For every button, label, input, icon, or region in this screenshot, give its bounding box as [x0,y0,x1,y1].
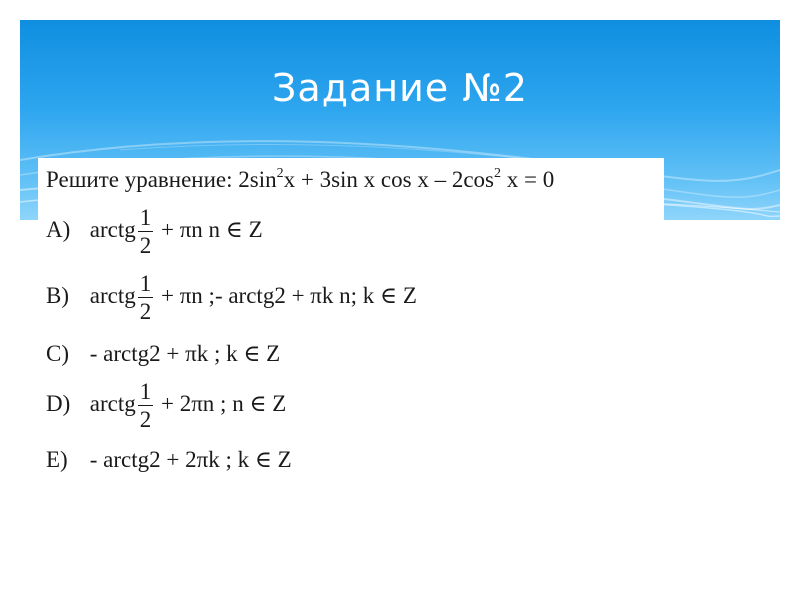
slide-title: Задание №2 [272,66,528,110]
option-letter: E) [46,447,68,472]
option-a[interactable]: A) arctg $\frac{1}{2}$ + πn n ∈ Z [46,205,263,258]
fraction: $\frac{1}{2}$ [139,379,152,432]
option-letter: B) [46,282,69,308]
option-b[interactable]: B) arctg $\frac{1}{2}$ + πn ;- arctg2 + πk n; k ∈ Z [46,271,417,324]
task-prompt: Решите уравнение: [46,167,233,192]
option-d[interactable]: D) arctg $\frac{1}{2}$ + 2πn ; n ∈ Z [46,379,287,432]
option-letter: D) [46,390,71,416]
task-prompt-line [46,168,554,191]
option-letter: A) [46,216,71,242]
option-letter: C) [46,341,69,366]
equation: $2\sin^2x + 3\sin$ x cos x – $2\cos^2$ x = 0 [238,166,555,192]
task-card [38,158,664,478]
option-e[interactable]: E) - arctg2 + 2πk ; k ∈ Z [46,447,292,472]
fraction: $\frac{1}{2}$ [139,271,152,324]
option-c[interactable]: C) - arctg2 + πk ; k ∈ Z [46,341,281,366]
fraction: $\frac{1}{2}$ [139,205,152,258]
